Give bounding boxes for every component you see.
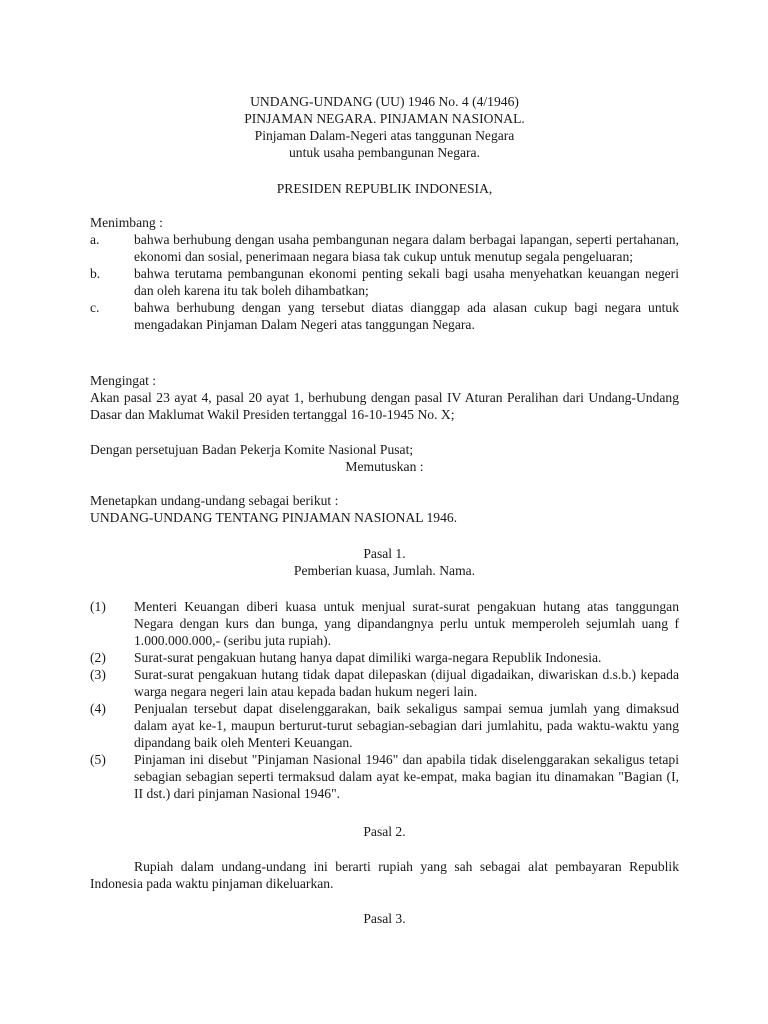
- ayat-marker: (1): [90, 599, 106, 614]
- president-heading: PRESIDEN REPUBLIK INDONESIA,: [276, 181, 493, 196]
- menimbang-section: [90, 214, 679, 333]
- mengingat-text: Akan pasal 23 ayat 4, pasal 20 ayat 1, berhubung dengan pasal IV Aturan Peralihan dari Undang-Undang Dasar dan Maklumat Wakil Presiden tertanggal 16-10-1945 No. X;: [90, 390, 679, 422]
- ayat-marker: (2): [90, 650, 106, 665]
- law-subtitle-1: Pinjaman Dalam-Negeri atas tanggunan Negara: [254, 128, 515, 143]
- item-marker: c.: [90, 300, 100, 315]
- ayat-text: Penjualan tersebut dapat diselenggarakan, baik sekaligus sampai semua jumlah yang dimaksud dalam ayat ke-1, maupun berturut-turut sebagian-sebagian dari jumlahitu, pada waktu-waktu yang dipandang baik oleh Menteri Keuangan.: [134, 701, 679, 750]
- item-text: bahwa berhubung dengan usaha pembangunan negara dalam berbagai lapangan, seperti pertahanan, ekonomi dan sosial, penerimaan negara biasa tak cukup untuk menutup segala pengeluaran;: [134, 232, 679, 264]
- item-marker: b.: [90, 266, 101, 281]
- menimbang-item-b: [90, 265, 679, 299]
- pasal-1-items: [90, 598, 679, 802]
- memutuskan-heading: Memutuskan :: [345, 459, 424, 474]
- law-name-line: UNDANG-UNDANG TENTANG PINJAMAN NASIONAL 1946.: [90, 510, 458, 525]
- pasal-2-text: Rupiah dalam undang-undang ini berarti rupiah yang sah sebagai alat pembayaran Republik Indonesia pada waktu pinjaman dikeluarkan.: [90, 859, 679, 891]
- law-subject: PINJAMAN NEGARA. PINJAMAN NASIONAL.: [244, 111, 525, 126]
- ayat-text: Surat-surat pengakuan hutang tidak dapat dilepaskan (dijual digadaikan, diwariskan d.s.b.) kepada warga negara negeri lain atau kepada badan hukum negeri lain.: [134, 667, 679, 699]
- menetapkan-section: [90, 492, 679, 526]
- pasal-2-title: Pasal 2.: [363, 824, 406, 839]
- pasal-1-title: Pasal 1.: [363, 546, 406, 561]
- ayat-text: Pinjaman ini disebut "Pinjaman Nasional 1946" dan apabila tidak diselenggarakan sekaligus tetapi sebagian sebagian seperti termaksud dalam ayat ke-empat, maka bagian itu dinamakan "Bagian (I, II dst.) dari pinjaman Nasional 1946".: [134, 752, 679, 801]
- pasal-1-ayat-1: [90, 598, 679, 649]
- item-marker: a.: [90, 232, 100, 247]
- law-title: UNDANG-UNDANG (UU) 1946 No. 4 (4/1946): [250, 94, 519, 109]
- item-text: bahwa terutama pembangunan ekonomi penting sekali bagi usaha menyehatkan keuangan negeri dan oleh karena itu tak boleh dihambatkan;: [134, 266, 679, 298]
- pasal-1-ayat-4: [90, 700, 679, 751]
- pasal-1-ayat-5: [90, 751, 679, 802]
- ayat-marker: (3): [90, 667, 106, 682]
- pasal-3-title: Pasal 3.: [363, 911, 406, 926]
- menimbang-item-a: [90, 231, 679, 265]
- pasal-1-subtitle: Pemberian kuasa, Jumlah. Nama.: [293, 563, 476, 578]
- menimbang-title: Menimbang :: [90, 215, 163, 230]
- mengingat-section: [90, 372, 679, 423]
- ayat-text: Menteri Keuangan diberi kuasa untuk menjual surat-surat pengakuan hutang atas tanggungan Negara dengan kurs dan bunga, yang dipandangnya perlu untuk memperoleh sejumlah uang f 1.000.000.000,- (seribu juta rupiah).: [134, 599, 679, 648]
- pasal-1-ayat-2: [90, 649, 679, 666]
- mengingat-title: Mengingat :: [90, 373, 157, 388]
- persetujuan-line: Dengan persetujuan Badan Pekerja Komite Nasional Pusat;: [90, 442, 414, 457]
- menetapkan-line: Menetapkan undang-undang sebagai berikut :: [90, 493, 339, 508]
- pasal-1-ayat-3: [90, 666, 679, 700]
- document-header: [90, 93, 679, 161]
- ayat-marker: (5): [90, 752, 106, 767]
- law-subtitle-2: untuk usaha pembangunan Negara.: [288, 145, 480, 160]
- ayat-marker: (4): [90, 701, 106, 716]
- menimbang-item-c: [90, 299, 679, 333]
- item-text: bahwa berhubung dengan yang tersebut diatas dianggap ada alasan cukup bagi negara untuk mengadakan Pinjaman Dalam Negeri atas tanggungan Negara.: [134, 300, 679, 332]
- ayat-text: Surat-surat pengakuan hutang hanya dapat dimiliki warga-negara Republik Indonesia.: [134, 650, 602, 665]
- pasal-1-heading: [90, 545, 679, 579]
